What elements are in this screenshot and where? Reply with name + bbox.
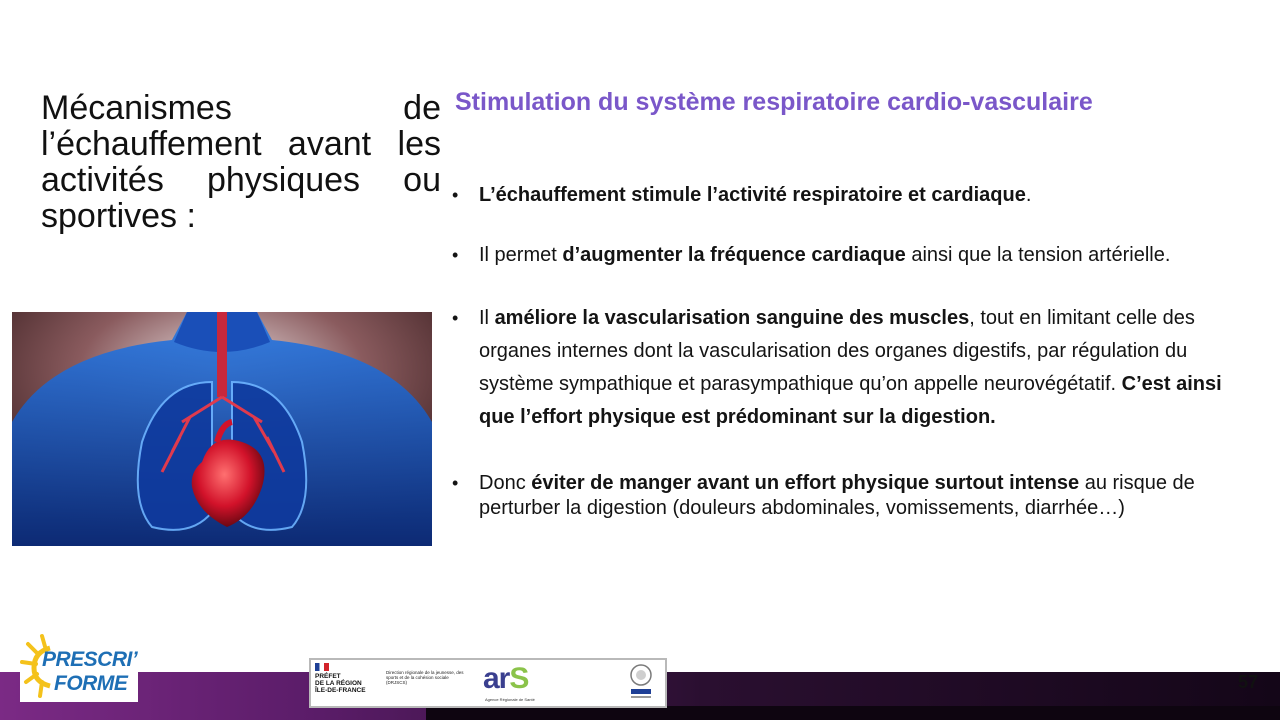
bullet-list	[452, 180, 1242, 521]
bullet-item: • Il permet d’augmenter la fréquence cardiaque ainsi que la tension artérielle.	[452, 239, 1242, 272]
ars-word: ar	[483, 662, 510, 695]
ars-subtitle: Agence Régionale de Santé	[485, 697, 535, 702]
partner-logos-strip	[309, 658, 667, 708]
prescriforme-logo	[20, 630, 138, 702]
bullet-item: • L’échauffement stimule l’activité respiratoire et cardiaque.	[452, 180, 1242, 210]
ars-logo	[483, 662, 553, 706]
footer-dark-strip	[426, 706, 1280, 720]
bullet-item: • Il améliore la vascularisation sanguine des muscles, tout en limitant celle des organes internes dont la vascularisation des organes digestifs, par régulation du système sympathique et parasympathique qu’on appelle neurovégétatif. C’est ainsi que l’effort physique est prédominant sur la digestion.	[452, 302, 1242, 434]
page-number: 57	[1238, 672, 1259, 692]
bullet-item: • Donc éviter de manger avant un effort physique surtout intense au risque de perturber la digestion (douleurs abdominales, vomissements, diarrhée…)	[452, 471, 1242, 521]
drjscs-text: Direction régionale de la jeunesse, des sports et de la cohésion sociale (DRJSCS)	[386, 670, 464, 685]
seal-icon	[623, 663, 659, 703]
french-flag-icon	[315, 663, 329, 671]
heart-lungs-illustration	[12, 312, 432, 546]
prescriforme-text-1: PRESCRI’	[42, 648, 138, 671]
prescriforme-text-2: FORME	[54, 672, 128, 695]
slide-title: Mécanismes de l’échauffement avant les activités physiques ou sportives :	[41, 89, 441, 236]
prefet-text: PRÉFET DE LA RÉGION ÎLE-DE-FRANCE	[315, 673, 366, 694]
prefet-logo	[315, 663, 381, 705]
ars-word-end: S	[509, 662, 529, 695]
slide-subtitle: Stimulation du système respiratoire cardio-vasculaire	[455, 88, 1093, 116]
